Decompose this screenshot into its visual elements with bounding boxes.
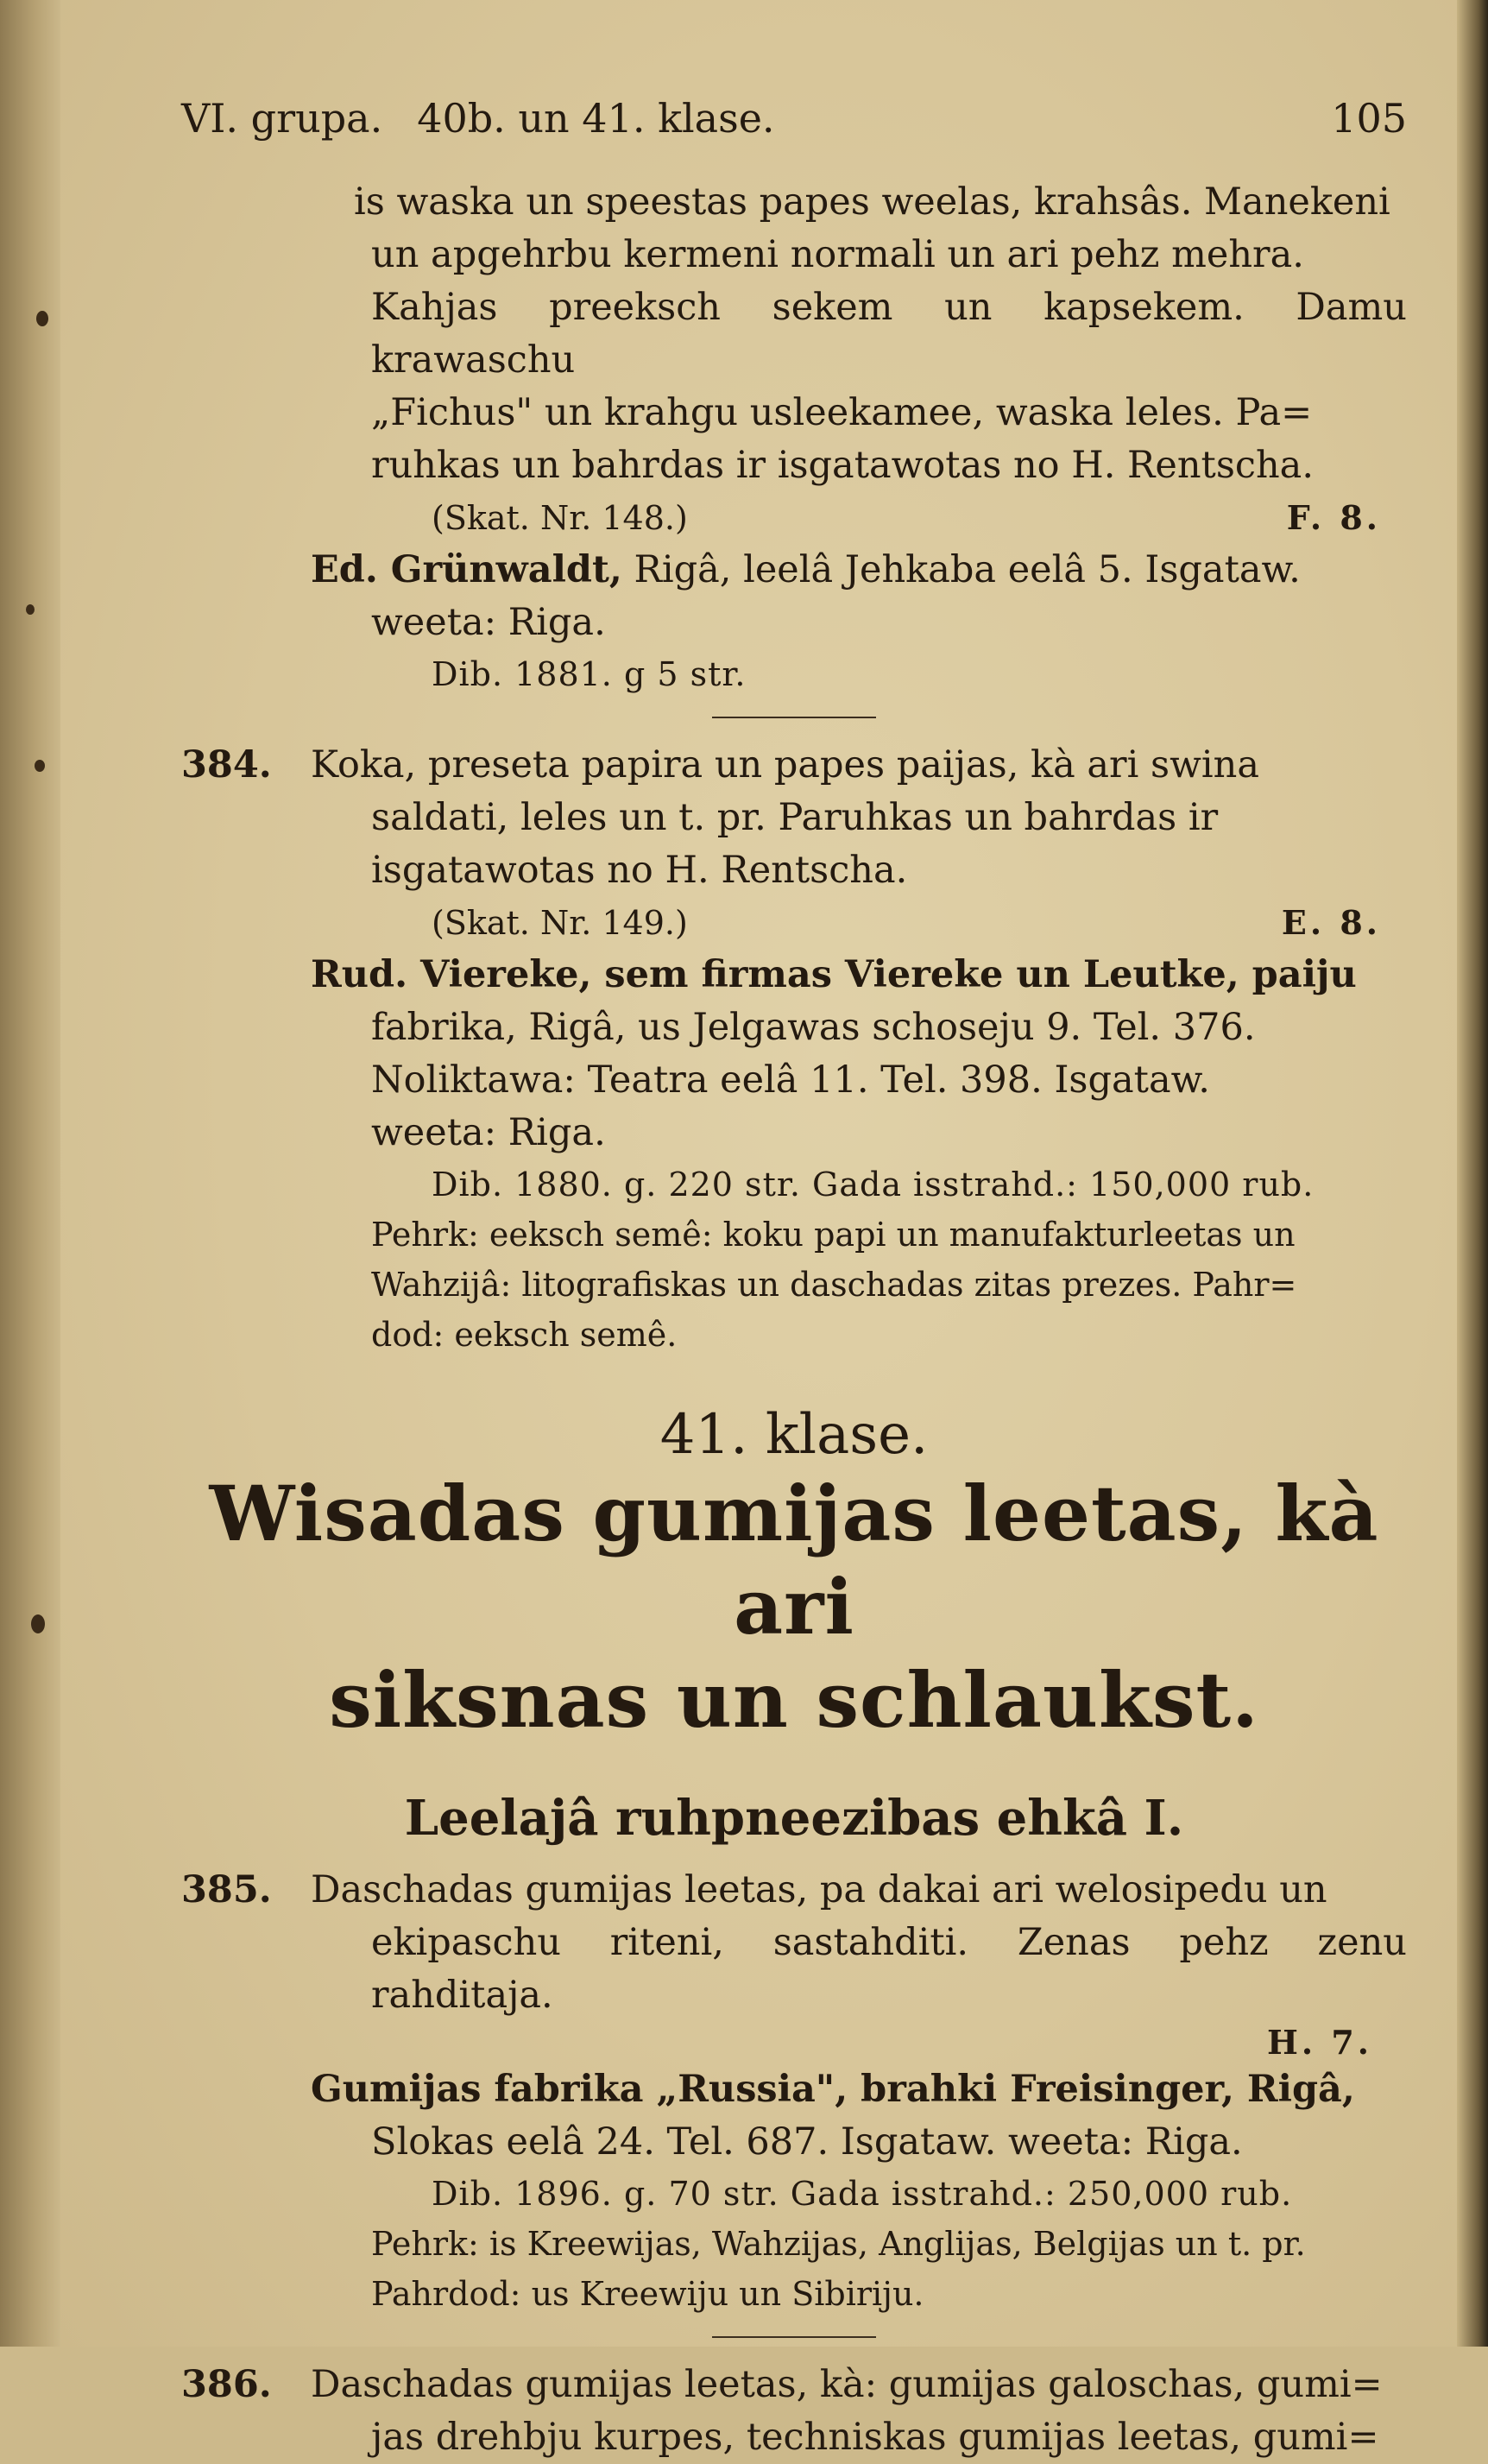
separator-rule (712, 2336, 876, 2338)
continued-entry-text (181, 176, 1407, 492)
text-line: jas drehbju kurpes, techniskas gumijas leetas, gumi= (371, 2416, 1379, 2459)
text-line: Daschadas gumijas leetas, pa dakai ari welosipedu un (311, 1868, 1327, 1911)
header-classes: 40b. un 41. klase. (417, 95, 775, 142)
text-line: is waska un speestas papes weelas, krahsâs. Manekeni (354, 180, 1390, 224)
ink-spot (31, 1614, 45, 1633)
class-title-line: Wisadas gumijas leetas, kà ari (209, 1469, 1379, 1652)
separator-rule (712, 717, 876, 718)
class-heading: 41. klase. (659, 1403, 929, 1467)
exhibitor (181, 949, 1407, 1159)
exhibitor-stats: Pehrk: eeksch semê: koku papi un manufakturleetas un (371, 1216, 1296, 1254)
page-edge (1457, 0, 1488, 2347)
exhibitor-line: Rud. Viereke, sem firmas Viereke un Leutke, paiju (311, 953, 1357, 996)
reference-text: (Skat. Nr. 148.) (432, 499, 688, 537)
text-line: Kahjas preeksch sekem un kapsekem. Damu krawaschu (371, 286, 1407, 382)
catalog-reference (181, 897, 1407, 949)
exhibitor-stats: Dib. 1880. g. 220 str. Gada isstrahd.: 150,000 rub. (432, 1166, 1315, 1204)
ink-spot (36, 311, 48, 326)
book-gutter (0, 0, 60, 2347)
location-mark: F. 8. (1286, 498, 1381, 537)
section-heading: Leelajâ ruhpneezibas ehkâ I. (404, 1790, 1184, 1847)
catalog-reference (181, 492, 1407, 544)
catalog-entry-385 (181, 1864, 1407, 2022)
catalog-entry-384 (181, 739, 1407, 897)
text-line: ekipaschu riteni, sastahditi. Zenas pehz zenu rahditaja. (371, 1921, 1407, 2017)
reference-text: (Skat. Nr. 149.) (432, 904, 688, 942)
text-line: saldati, leles un t. pr. Paruhkas un bahrdas ir (371, 796, 1219, 839)
running-header (181, 95, 1407, 142)
exhibitor-stats: Dib. 1896. g. 70 str. Gada isstrahd.: 250,000 rub. (432, 2175, 1293, 2213)
catalog-entry-386 (181, 2359, 1407, 2464)
entry-number: 386. (181, 2363, 272, 2406)
page-content (181, 95, 1407, 2464)
text-line: Koka, preseta papira un papes paijas, kà ari swina (311, 743, 1259, 787)
text-line: Daschadas gumijas leetas, kà: gumijas galoschas, gumi= (311, 2363, 1383, 2406)
location-mark: E. 8. (1281, 903, 1381, 942)
exhibitor-stats: Pehrk: is Kreewijas, Wahzijas, Anglijas, Belgijas un t. pr. (371, 2225, 1306, 2263)
text-line: „Fichus" un krahgu usleekamee, waska leles. Pa= (371, 391, 1313, 434)
location-mark: H. 7. (1266, 2023, 1372, 2062)
exhibitor (181, 2063, 1407, 2169)
exhibitor-line: Gumijas fabrika „Russia", brahki Freisinger, Rigâ, (311, 2068, 1355, 2111)
text-line: un apgehrbu kermeni normali un ari pehz mehra. (371, 233, 1304, 276)
text-line: isgatawotas no H. Rentscha. (371, 849, 908, 892)
exhibitor-address: Rigâ, leelâ Jehkaba eelâ 5. Isgataw. (634, 548, 1301, 591)
exhibitor-stats: Wahzijâ: litografiskas un daschadas zitas prezes. Pahr= (371, 1266, 1297, 1304)
exhibitor (181, 544, 1407, 649)
exhibitor-line: Noliktawa: Teatra eelâ 11. Tel. 398. Isgataw. (371, 1058, 1210, 1102)
exhibitor-line: weeta: Riga. (371, 1111, 606, 1154)
entry-number: 384. (181, 743, 272, 787)
ink-spot (35, 760, 45, 772)
class-title-line: siksnas un schlaukst. (329, 1655, 1259, 1745)
ink-spot (26, 604, 35, 615)
page-number: 105 (1331, 95, 1407, 142)
entry-number: 385. (181, 1868, 272, 1911)
text-line: ruhkas un bahrdas ir isgatawotas no H. Rentscha. (371, 444, 1314, 487)
class-title (181, 1467, 1407, 1747)
exhibitor-stats: dod: eeksch semê. (371, 1316, 678, 1354)
exhibitor-stats: Pahrdod: us Kreewiju un Sibiriju. (371, 2275, 924, 2313)
exhibitor-stats: Dib. 1881. g 5 str. (432, 655, 747, 693)
exhibitor-name: Ed. Grünwaldt, (311, 548, 622, 591)
exhibitor-place: weeta: Riga. (371, 601, 606, 644)
exhibitor-line: fabrika, Rigâ, us Jelgawas schoseju 9. Tel. 376. (371, 1006, 1256, 1049)
header-group: VI. grupa. (181, 95, 383, 142)
exhibitor-line: Slokas eelâ 24. Tel. 687. Isgataw. weeta: Riga. (371, 2120, 1243, 2164)
